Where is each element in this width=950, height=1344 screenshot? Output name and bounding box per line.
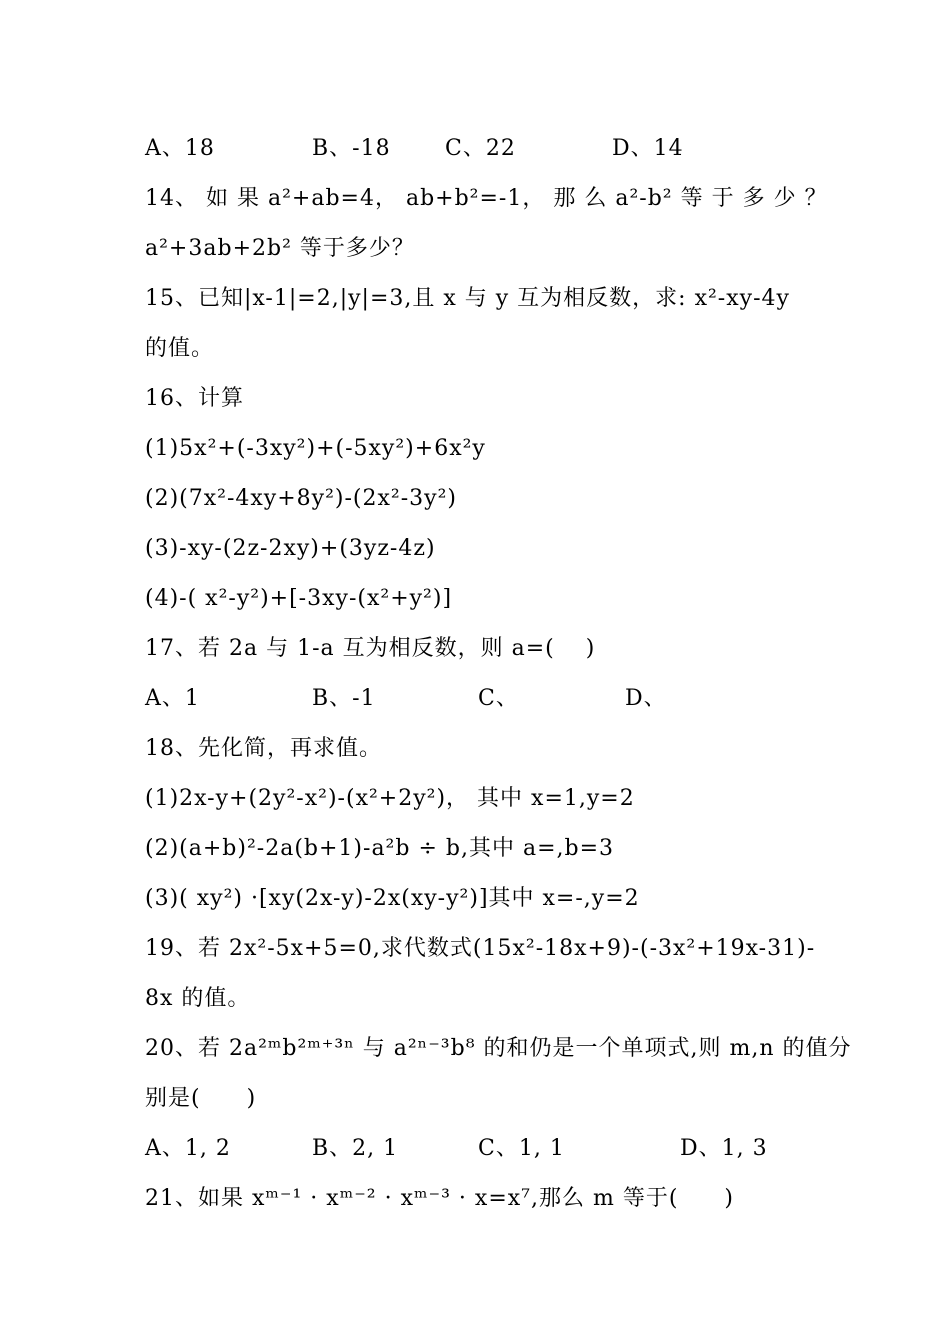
q20-line-2: 别是( )	[145, 1086, 257, 1111]
q18-item-1: (1)2x-y+(2y²-x²)-(x²+2y²)， 其中 x=1,y=2	[145, 786, 635, 811]
q13-option-c: C、22	[445, 136, 516, 161]
q20-option-b: B、2, 1	[312, 1136, 399, 1161]
q17-option-c: C、	[478, 686, 519, 711]
q13-option-a: A、18	[145, 136, 215, 161]
q16-item-1: (1)5x²+(-3xy²)+(-5xy²)+6x²y	[145, 436, 486, 461]
q17-option-a: A、1	[145, 686, 200, 711]
q18-item-3: (3)( xy²) ·[xy(2x-y)-2x(xy-y²)]其中 x=-,y=2	[145, 886, 640, 911]
q21-line: 21、如果 xᵐ⁻¹ · xᵐ⁻² · xᵐ⁻³ · x=x⁷,那么 m 等于( )	[145, 1186, 734, 1211]
q16-item-2: (2)(7x²-4xy+8y²)-(2x²-3y²)	[145, 486, 457, 511]
q20-option-d: D、1, 3	[680, 1136, 768, 1161]
q14-line-1: 14、 如 果 a²+ab=4， ab+b²=-1， 那 么 a²-b² 等 于 多 少 ？	[145, 186, 828, 211]
q19-line-1: 19、若 2x²-5x+5=0,求代数式(15x²-18x+9)-(-3x²+19x-31)-	[145, 936, 816, 961]
q16-title: 16、计算	[145, 386, 244, 411]
q20-option-c: C、1, 1	[478, 1136, 565, 1161]
q18-item-2: (2)(a+b)²-2a(b+1)-a²b ÷ b,其中 a=,b=3	[145, 836, 615, 861]
q17-line: 17、若 2a 与 1-a 互为相反数，则 a=( )	[145, 636, 596, 661]
q17-option-b: B、-1	[312, 686, 376, 711]
q14-line-2: a²+3ab+2b² 等于多少？	[145, 236, 415, 261]
q16-item-3: (3)-xy-(2z-2xy)+(3yz-4z)	[145, 536, 436, 561]
q15-line-2: 的值。	[145, 336, 215, 361]
q17-option-d: D、	[625, 686, 667, 711]
q20-option-a: A、1, 2	[145, 1136, 231, 1161]
q13-option-d: D、14	[612, 136, 684, 161]
q13-option-b: B、-18	[312, 136, 391, 161]
q20-line-1: 20、若 2a²ᵐb²ᵐ⁺³ⁿ 与 a²ⁿ⁻³b⁸ 的和仍是一个单项式,则 m,n 的值分	[145, 1036, 852, 1061]
q19-line-2: 8x 的值。	[145, 986, 251, 1011]
q16-item-4: (4)-( x²-y²)+[-3xy-(x²+y²)]	[145, 586, 453, 611]
q15-line-1: 15、已知|x-1|=2,|y|=3,且 x 与 y 互为相反数，求: x²-xy-4y	[145, 286, 790, 311]
q18-title: 18、先化简，再求值。	[145, 736, 382, 761]
